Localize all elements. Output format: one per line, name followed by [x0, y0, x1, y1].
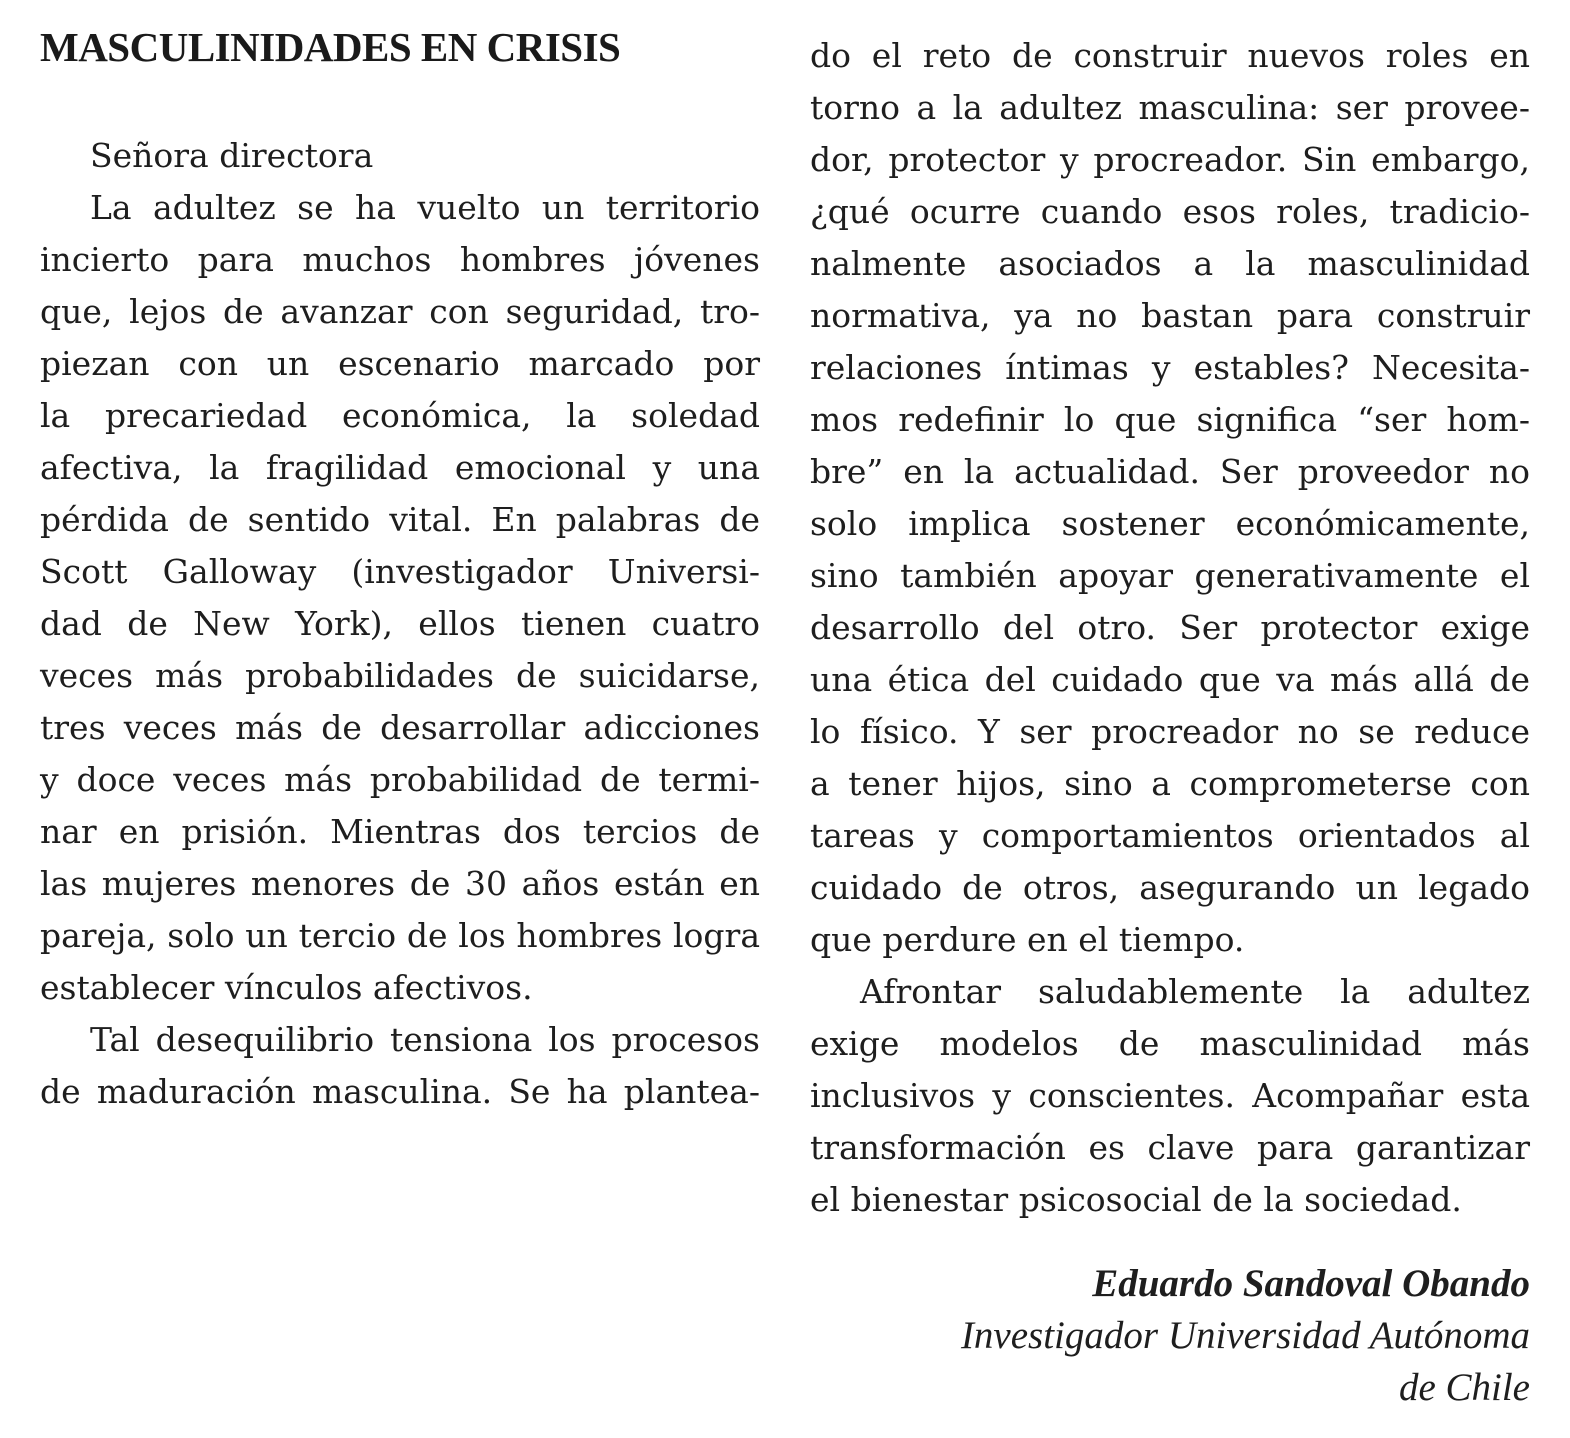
text-line: tareas y comportamientos orientados al [810, 816, 1530, 855]
text-line: sino también apoyar generativamente el [810, 556, 1530, 595]
text-line: que, lejos de avanzar con seguridad, tro- [40, 292, 760, 331]
signature-block [770, 1258, 1530, 1414]
text-line: nalmente asociados a la masculinidad [810, 244, 1530, 283]
text-line: exige modelos de masculinidad más [810, 1024, 1530, 1063]
author-role: Investigador Universidad Autónoma [960, 1314, 1530, 1357]
text-line: el bienestar psicosocial de la sociedad. [810, 1180, 1462, 1219]
salutation: Señora directora [90, 136, 374, 175]
text-line: afectiva, la fragilidad emocional y una [40, 448, 760, 487]
text-line: las mujeres menores de 30 años están en [40, 864, 760, 903]
text-line: mos redefinir lo que significa “ser hom- [810, 400, 1530, 439]
text-line: dor, protector y procreador. Sin embargo, [810, 140, 1530, 179]
text-line: transformación es clave para garantizar [810, 1128, 1530, 1167]
text-line: do el reto de construir nuevos roles en [810, 36, 1530, 75]
text-line: tres veces más de desarrollar adicciones [40, 708, 760, 747]
text-line: bre” en la actualidad. Ser proveedor no [810, 452, 1530, 491]
text-line: Scott Galloway (investigador Universi- [40, 552, 760, 591]
text-line: Tal desequilibrio tensiona los procesos [90, 1020, 760, 1059]
text-line: establecer vínculos afectivos. [40, 968, 533, 1007]
letter-title: MASCULINIDADES EN CRISIS [40, 24, 621, 70]
text-line: solo implica sostener económicamente, [810, 504, 1530, 543]
text-line: lo físico. Y ser procreador no se reduce [810, 712, 1530, 751]
text-line: incierto para muchos hombres jóvenes [40, 240, 760, 279]
text-line: desarrollo del otro. Ser protector exige [810, 608, 1530, 647]
text-line: nar en prisión. Mientras dos tercios de [40, 812, 760, 851]
text-line: veces más probabilidades de suicidarse, [40, 656, 760, 695]
text-line: de maduración masculina. Se ha plantea- [40, 1072, 760, 1111]
text-line: y doce veces más probabilidad de termi- [40, 760, 760, 799]
text-line: ¿qué ocurre cuando esos roles, tradicio- [810, 192, 1530, 231]
author-role-continued: de Chile [1398, 1366, 1530, 1409]
text-line: piezan con un escenario marcado por [40, 344, 760, 383]
text-line: La adultez se ha vuelto un territorio [90, 188, 760, 227]
text-line: una ética del cuidado que va más allá de [810, 660, 1530, 699]
text-line: inclusivos y conscientes. Acompañar esta [810, 1076, 1530, 1115]
text-line: torno a la adultez masculina: ser provee- [810, 88, 1530, 127]
text-line: a tener hijos, sino a comprometerse con [810, 764, 1530, 803]
text-line: relaciones íntimas y estables? Necesita- [810, 348, 1530, 387]
text-line: Afrontar saludablemente la adultez [860, 972, 1530, 1011]
text-line: que perdure en el tiempo. [810, 920, 1245, 959]
text-line: normativa, ya no bastan para construir [810, 296, 1530, 335]
author-name: Eduardo Sandoval Obando [1092, 1262, 1530, 1305]
text-line: pérdida de sentido vital. En palabras de [40, 500, 760, 539]
text-line: dad de New York), ellos tienen cuatro [40, 604, 760, 643]
text-line: la precariedad económica, la soledad [40, 396, 760, 435]
text-line: cuidado de otros, asegurando un legado [810, 868, 1530, 907]
text-line: pareja, solo un tercio de los hombres logra [40, 916, 760, 955]
